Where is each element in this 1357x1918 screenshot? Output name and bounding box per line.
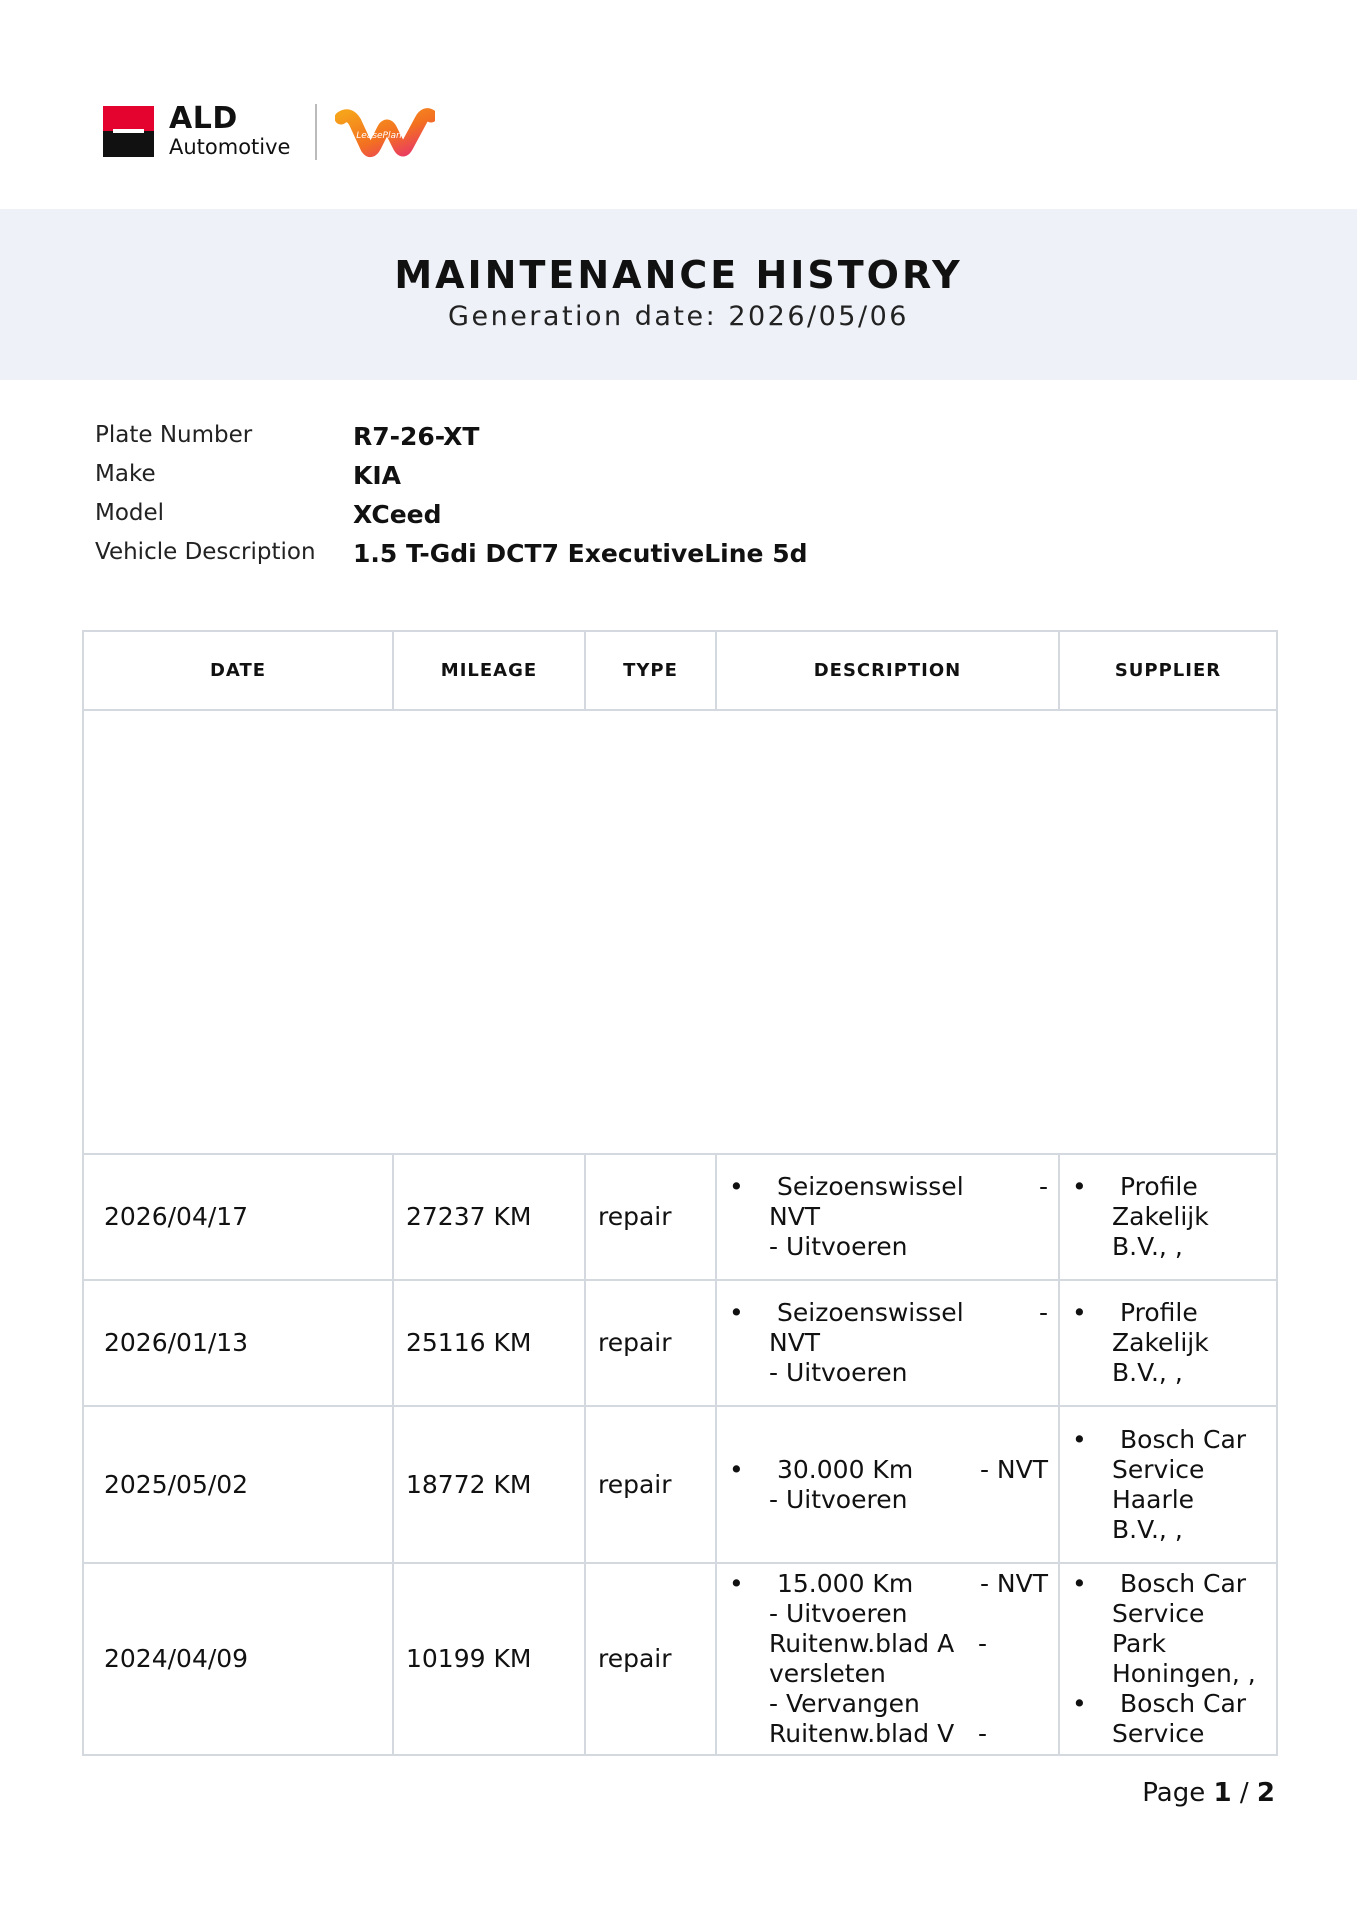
description-name: • Seizoenswissel	[777, 1172, 964, 1201]
column-header-date: DATE	[83, 631, 393, 710]
page-total: 2	[1256, 1778, 1275, 1808]
ald-logo-icon	[103, 106, 154, 157]
cell-description	[716, 1154, 1059, 1280]
cell-description	[716, 1406, 1059, 1563]
table-header-row	[83, 631, 1277, 710]
supplier-item: • Profile	[1112, 1298, 1270, 1328]
description-sep: - NVT	[979, 1454, 1048, 1484]
supplier-line: Honingen, ,	[1112, 1659, 1256, 1688]
cell-mileage: 27237 KM	[393, 1154, 585, 1280]
cell-description	[716, 1563, 1059, 1755]
description-sep: -	[1038, 1172, 1048, 1201]
column-header-mileage: MILEAGE	[393, 631, 585, 710]
description-line: NVT	[769, 1202, 821, 1231]
vehicle-label: Model	[95, 500, 165, 526]
description-line: - Vervangen	[769, 1689, 920, 1718]
page-number	[1142, 1778, 1275, 1808]
supplier-line: B.V., ,	[1112, 1232, 1183, 1261]
cell-type: repair	[585, 1406, 716, 1563]
cell-supplier	[1059, 1563, 1277, 1755]
description-sep: -	[1038, 1298, 1048, 1327]
supplier-item: • Bosch Car	[1112, 1689, 1270, 1719]
table-row	[83, 1280, 1277, 1406]
logo-area	[103, 101, 443, 160]
vehicle-value: 1.5 T-Gdi DCT7 ExecutiveLine 5d	[353, 539, 808, 568]
supplier-line: Zakelijk	[1112, 1328, 1209, 1357]
table-blank-row	[83, 710, 1277, 1154]
column-header-description: DESCRIPTION	[716, 631, 1059, 710]
table-row	[83, 1563, 1277, 1755]
description-line: - Uitvoeren	[769, 1232, 908, 1261]
leaseplan-logo-icon	[335, 104, 435, 162]
supplier-line: Park	[1112, 1629, 1167, 1658]
cell-date: 2026/01/13	[83, 1280, 393, 1406]
table-row	[83, 1406, 1277, 1563]
description-item	[769, 1298, 1048, 1328]
description-line: - Uitvoeren	[769, 1599, 908, 1628]
page-sep: /	[1239, 1778, 1249, 1808]
cell-supplier	[1059, 1154, 1277, 1280]
description-item	[769, 1569, 1048, 1599]
cell-supplier	[1059, 1406, 1277, 1563]
ald-logo-text	[169, 101, 291, 159]
generation-date: Generation date: 2026/05/06	[448, 301, 909, 332]
cell-date: 2026/04/17	[83, 1154, 393, 1280]
supplier-item: • Bosch Car	[1112, 1569, 1270, 1599]
supplier-line: Haarle	[1112, 1484, 1195, 1514]
supplier-line: Service	[1112, 1454, 1205, 1484]
vehicle-label: Plate Number	[95, 422, 253, 448]
description-name: • 15.000 Km	[777, 1569, 914, 1598]
description-item	[769, 1172, 1048, 1202]
cell-type: repair	[585, 1154, 716, 1280]
cell-mileage: 25116 KM	[393, 1280, 585, 1406]
ald-brand-line2: Automotive	[169, 135, 291, 159]
page-title: MAINTENANCE HISTORY	[394, 253, 963, 297]
supplier-line: Service	[1112, 1719, 1205, 1748]
description-line: Ruitenw.blad V -	[769, 1719, 988, 1748]
vehicle-label: Vehicle Description	[95, 539, 316, 565]
ald-brand-line1: ALD	[169, 101, 238, 136]
logo-divider	[315, 104, 317, 160]
supplier-line: B.V., ,	[1112, 1358, 1183, 1387]
page-current: 1	[1213, 1778, 1232, 1808]
column-header-type: TYPE	[585, 631, 716, 710]
svg-text:LeasePlan: LeasePlan	[356, 131, 402, 141]
cell-date: 2025/05/02	[83, 1406, 393, 1563]
table-row	[83, 1154, 1277, 1280]
description-line: versleten	[769, 1659, 886, 1688]
supplier-line: Zakelijk	[1112, 1202, 1209, 1231]
supplier-line: B.V., ,	[1112, 1514, 1183, 1544]
description-sep: - NVT	[979, 1569, 1048, 1598]
vehicle-label: Make	[95, 461, 156, 487]
supplier-item: • Profile	[1112, 1172, 1270, 1202]
cell-mileage: 18772 KM	[393, 1406, 585, 1563]
page-prefix: Page	[1142, 1778, 1206, 1808]
description-line: NVT	[769, 1328, 821, 1357]
description-item	[769, 1455, 1048, 1485]
supplier-line: Service	[1112, 1599, 1205, 1628]
vehicle-value: XCeed	[353, 500, 442, 529]
description-name: • Seizoenswissel	[777, 1298, 964, 1327]
maintenance-table	[82, 630, 1278, 1756]
description-line: - Uitvoeren	[769, 1484, 908, 1514]
title-banner	[0, 209, 1357, 380]
description-line: Ruitenw.blad A -	[769, 1629, 988, 1658]
column-header-supplier: SUPPLIER	[1059, 631, 1277, 710]
cell-mileage: 10199 KM	[393, 1563, 585, 1755]
cell-type: repair	[585, 1563, 716, 1755]
cell-date: 2024/04/09	[83, 1563, 393, 1755]
cell-description	[716, 1280, 1059, 1406]
blank-area	[83, 710, 1277, 1154]
description-line: - Uitvoeren	[769, 1358, 908, 1387]
vehicle-value: R7-26-XT	[353, 422, 480, 451]
description-name: • 30.000 Km	[777, 1454, 914, 1484]
supplier-item: • Bosch Car	[1112, 1425, 1270, 1455]
cell-type: repair	[585, 1280, 716, 1406]
cell-supplier	[1059, 1280, 1277, 1406]
vehicle-value: KIA	[353, 461, 402, 490]
